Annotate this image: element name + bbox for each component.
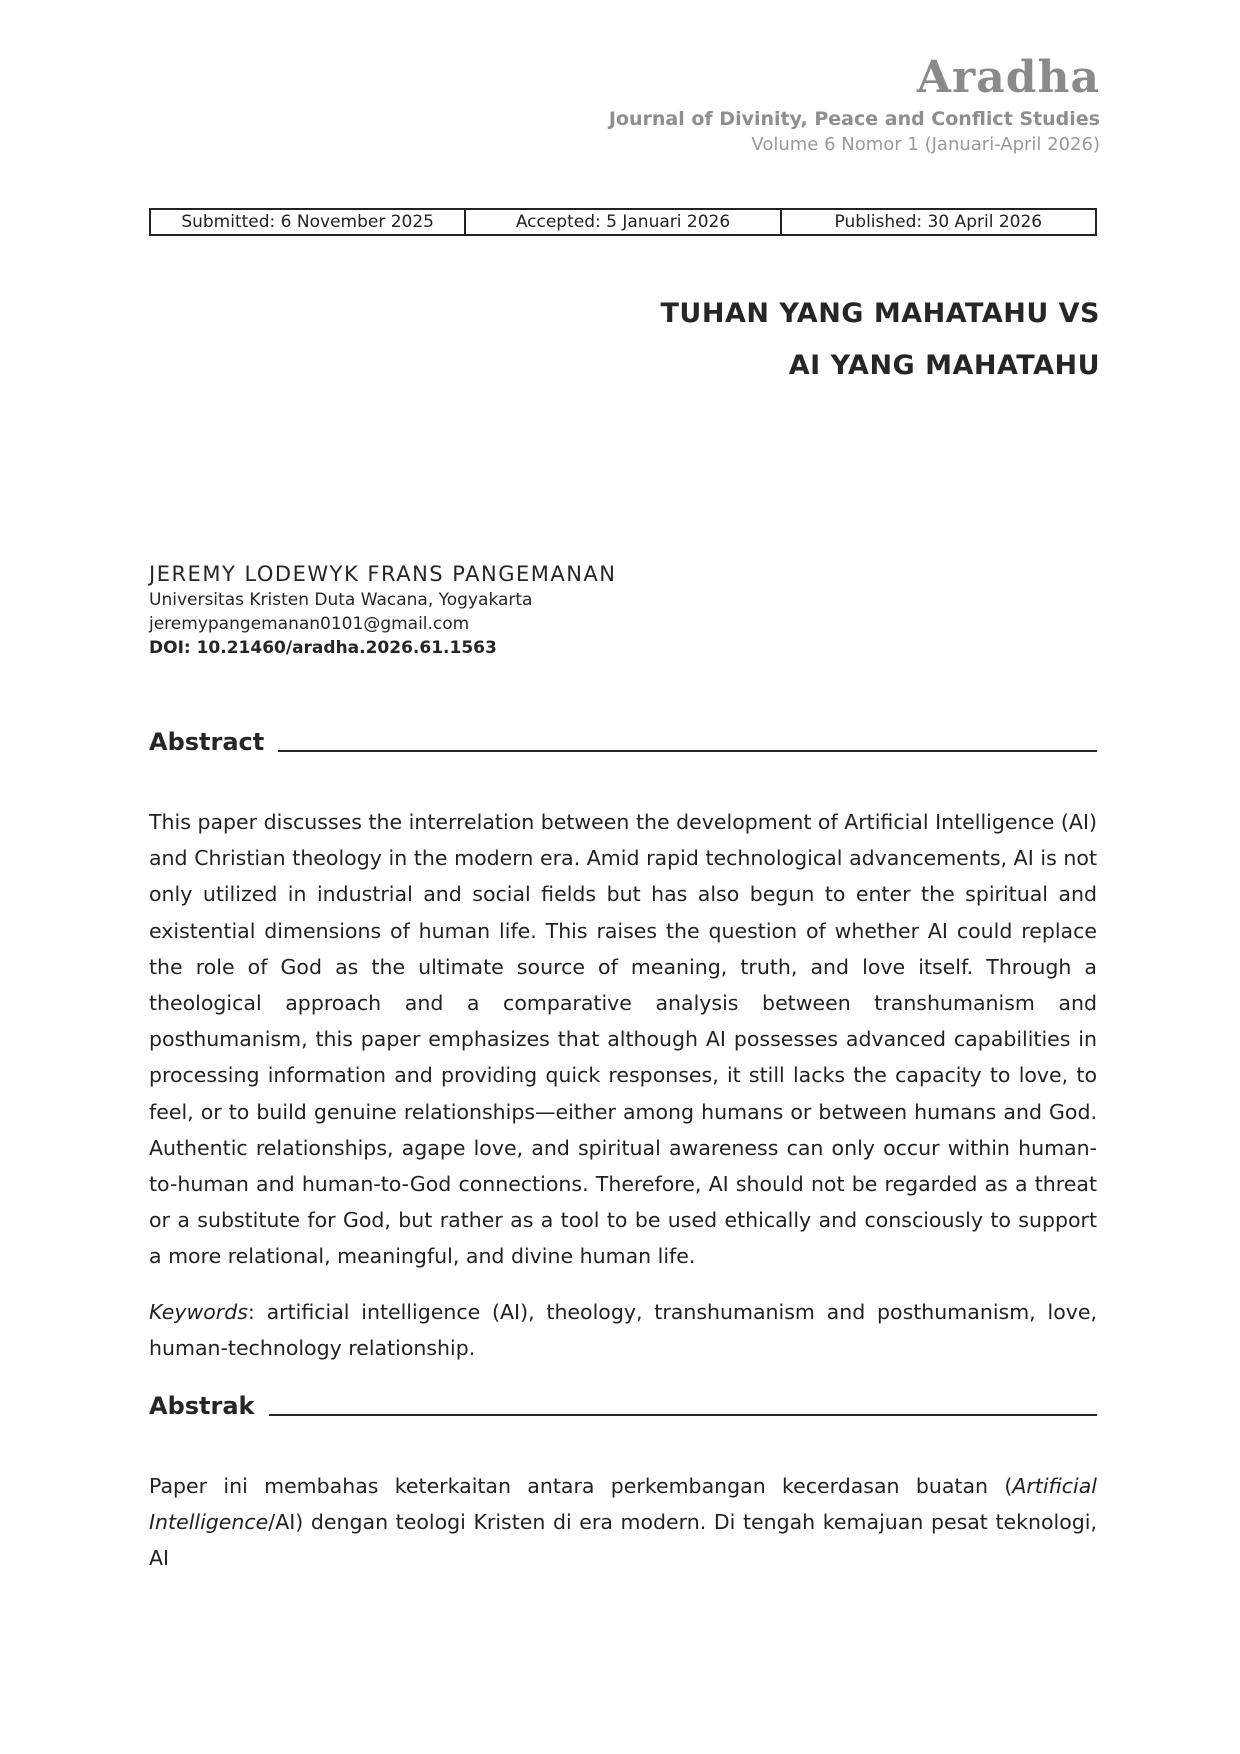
- publication-dates-table: [149, 208, 1097, 236]
- paper-title: [400, 288, 1100, 392]
- keywords-text: : artificial intelligence (AI), theology, transhumanism and posthumanism, love, human-technology relationship.: [149, 1300, 1097, 1361]
- abstrak-heading-label: Abstrak: [149, 1392, 255, 1420]
- abstrak-text-part-2: /AI) dengan teologi Kristen di era modern. Di tengah kemajuan pesat teknologi, AI: [149, 1510, 1097, 1571]
- abstract-heading-rule: [278, 750, 1097, 752]
- abstract-text: This paper discusses the interrelation between the development of Artificial Intelligence (AI) and Christian theology in the modern era. Amid rapid technological advancements, AI is not only utilized in industrial and social fields but has also begun to enter the spiritual and existential dimensions of human life. This raises the question of whether AI could replace the role of God as the ultimate source of meaning, truth, and love itself. Through a theological approach and a comparative analysis between transhumanism and posthumanism, this paper emphasizes that although AI possesses advanced capabilities in processing information and providing quick responses, it still lacks the capacity to love, to feel, or to build genuine relationships—either among humans or between humans and God. Authentic relationships, agape love, and spiritual awareness can only occur within human-to-human and human-to-God connections. Therefore, AI should not be regarded as a threat or a substitute for God, but rather as a tool to be used ethically and consciously to support a more relational, meaningful, and divine human life.: [149, 810, 1097, 1269]
- abstrak-heading: [149, 1392, 1097, 1420]
- abstrak-text: [149, 1468, 1097, 1577]
- journal-masthead: [400, 52, 1100, 156]
- accepted-date: Accepted: 5 Januari 2026: [464, 210, 779, 234]
- keywords-label: Keywords: [149, 1300, 248, 1324]
- submitted-date: Submitted: 6 November 2025: [181, 212, 434, 232]
- author-name: JEREMY LODEWYK FRANS PANGEMANAN: [149, 562, 617, 586]
- author-block: [149, 560, 849, 660]
- abstract-heading: [149, 728, 1097, 756]
- abstrak-text-part-1: Paper ini membahas keterkaitan antara perkembangan kecerdasan buatan (: [149, 1474, 1013, 1498]
- paper-title-line-1: TUHAN YANG MAHATAHU VS: [660, 298, 1100, 329]
- paper-title-line-2: AI YANG MAHATAHU: [788, 350, 1100, 381]
- abstrak-text-italic: Artificial Intelligence: [149, 1474, 1097, 1535]
- keywords-paragraph: [149, 1294, 1097, 1366]
- abstrak-heading-rule: [269, 1414, 1097, 1416]
- doi-link[interactable]: DOI: 10.21460/aradha.2026.61.1563: [149, 638, 497, 658]
- abstract-heading-label: Abstract: [149, 728, 265, 756]
- author-affiliation: Universitas Kristen Duta Wacana, Yogyakarta: [149, 590, 533, 610]
- published-date: Published: 30 April 2026: [780, 210, 1095, 234]
- author-email[interactable]: jeremypangemanan0101@gmail.com: [149, 614, 470, 634]
- journal-volume: Volume 6 Nomor 1 (Januari-April 2026): [751, 134, 1100, 155]
- journal-logo: Aradha: [916, 52, 1100, 103]
- journal-subtitle: Journal of Divinity, Peace and Conflict Studies: [608, 108, 1100, 130]
